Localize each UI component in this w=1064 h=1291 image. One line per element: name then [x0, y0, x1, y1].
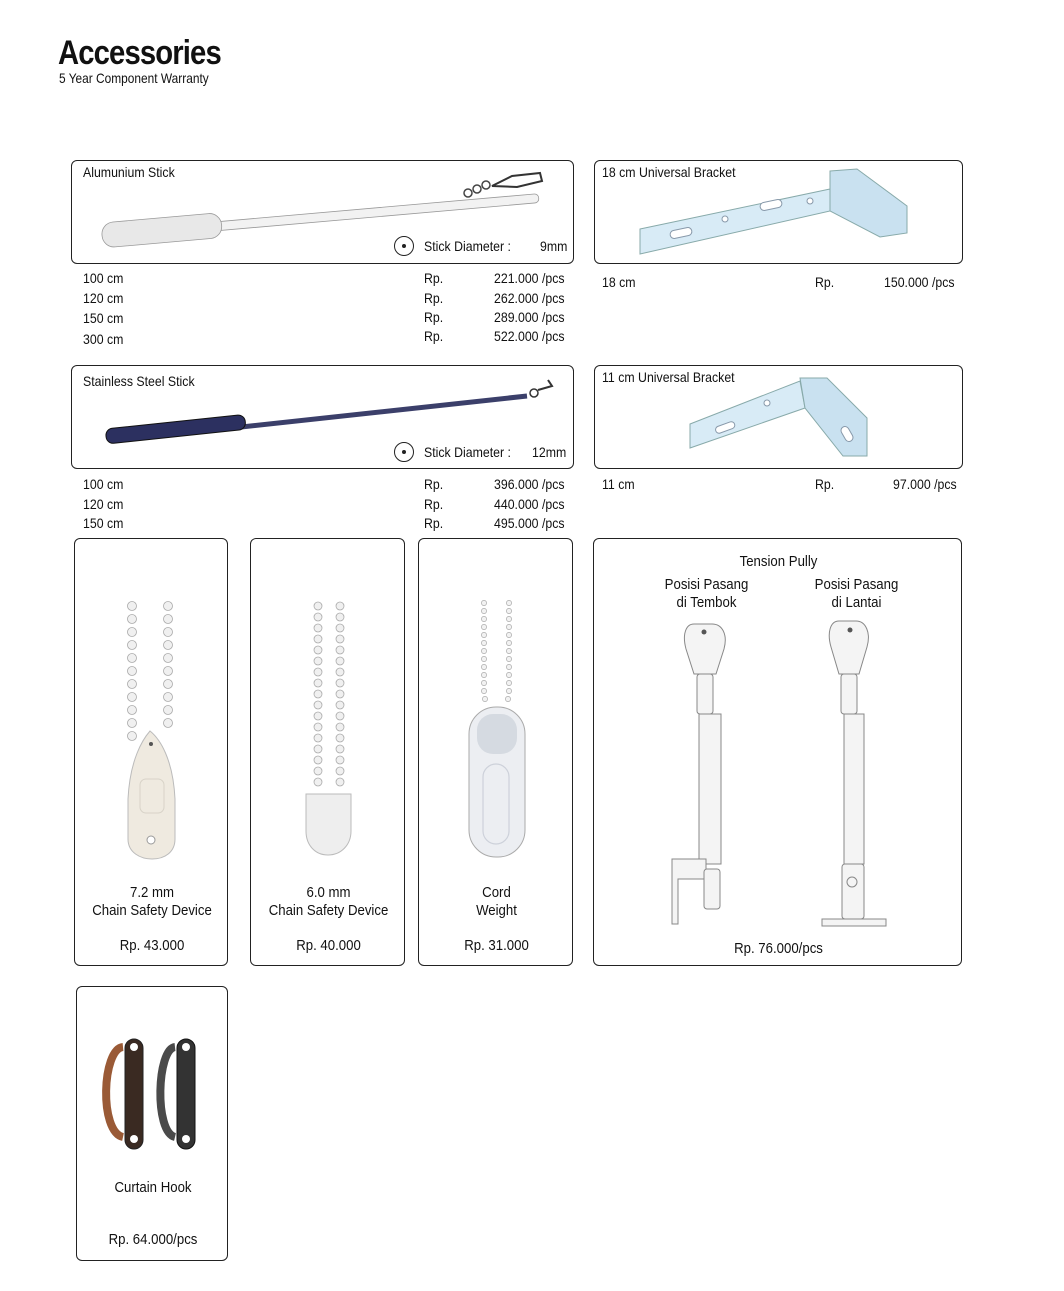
chain-72-card: [74, 538, 228, 966]
chain-72-price: Rp. 43.000: [119, 937, 185, 954]
ss-stick-card: [71, 365, 574, 469]
chain-60-price: Rp. 40.000: [296, 937, 361, 954]
price-size: 100 cm: [83, 270, 124, 286]
price-value: 221.000 /pcs: [494, 270, 565, 286]
price-size: 120 cm: [83, 496, 124, 512]
bracket-18-title: 18 cm Universal Bracket: [602, 164, 736, 180]
tension-pully-title: Tension Pully: [739, 553, 818, 570]
price-currency: Rp.: [424, 270, 444, 286]
alu-stick-diameter-label: Stick Diameter :: [424, 238, 511, 254]
chain-72-line2: Chain Safety Device: [92, 902, 212, 919]
price-value: 440.000 /pcs: [494, 496, 565, 512]
price-currency: Rp.: [424, 476, 444, 492]
curtain-hook-price: Rp. 64.000/pcs: [108, 1231, 198, 1248]
price-size: 120 cm: [83, 290, 124, 306]
tension-floor-line1: Posisi Pasang: [814, 576, 899, 593]
tension-pully-price: Rp. 76.000/pcs: [734, 940, 823, 957]
price-currency: Rp.: [424, 515, 444, 531]
chain-60-line1: 6.0 mm: [306, 884, 351, 901]
price-currency: Rp.: [815, 274, 835, 290]
page-title: Accessories: [58, 34, 221, 72]
price-value: 495.000 /pcs: [494, 515, 565, 531]
diameter-icon: [394, 236, 414, 256]
cord-weight-card: [418, 538, 573, 966]
alu-stick-diameter-value: 9mm: [540, 238, 568, 254]
cord-weight-line2: Weight: [476, 902, 517, 919]
price-size: 150 cm: [83, 515, 124, 531]
price-value: 150.000 /pcs: [884, 274, 955, 290]
chain-60-card: [250, 538, 405, 966]
tension-wall-line1: Posisi Pasang: [664, 576, 749, 593]
diameter-icon: [394, 442, 414, 462]
price-size: 300 cm: [83, 331, 124, 347]
price-value: 97.000 /pcs: [893, 476, 957, 492]
alu-stick-title: Alumunium Stick: [83, 164, 175, 180]
cord-weight-price: Rp. 31.000: [464, 937, 529, 954]
tension-pully-card: [593, 538, 962, 966]
bracket-18-image: [595, 161, 964, 265]
page-subtitle: 5 Year Component Warranty: [59, 70, 209, 86]
ss-stick-diameter-value: 12mm: [532, 444, 567, 460]
alu-stick-card: [71, 160, 574, 264]
chain-60-line2: Chain Safety Device: [268, 902, 389, 919]
price-value: 289.000 /pcs: [494, 309, 565, 325]
tension-pully-image: [594, 539, 963, 967]
price-value: 396.000 /pcs: [494, 476, 565, 492]
price-size: 11 cm: [602, 476, 635, 492]
price-currency: Rp.: [815, 476, 835, 492]
price-currency: Rp.: [424, 496, 444, 512]
ss-stick-diameter-label: Stick Diameter :: [424, 444, 511, 460]
price-currency: Rp.: [424, 290, 444, 306]
price-currency: Rp.: [424, 328, 444, 344]
ss-stick-title: Stainless Steel Stick: [83, 373, 195, 389]
curtain-hook-card: [76, 986, 228, 1261]
bracket-11-title: 11 cm Universal Bracket: [602, 369, 735, 385]
tension-floor-line2: di Lantai: [831, 594, 882, 611]
curtain-hook-image: [77, 987, 229, 1262]
price-value: 522.000 /pcs: [494, 328, 565, 344]
price-size: 100 cm: [83, 476, 124, 492]
price-size: 18 cm: [602, 274, 636, 290]
tension-wall-line2: di Tembok: [676, 594, 737, 611]
curtain-hook-name: Curtain Hook: [114, 1179, 192, 1196]
bracket-11-card: [594, 365, 963, 469]
price-currency: Rp.: [424, 309, 444, 325]
bracket-11-image: [595, 366, 964, 470]
price-size: 150 cm: [83, 310, 124, 326]
bracket-18-card: [594, 160, 963, 264]
price-value: 262.000 /pcs: [494, 290, 565, 306]
chain-72-line1: 7.2 mm: [129, 884, 174, 901]
cord-weight-line1: Cord: [482, 884, 511, 901]
